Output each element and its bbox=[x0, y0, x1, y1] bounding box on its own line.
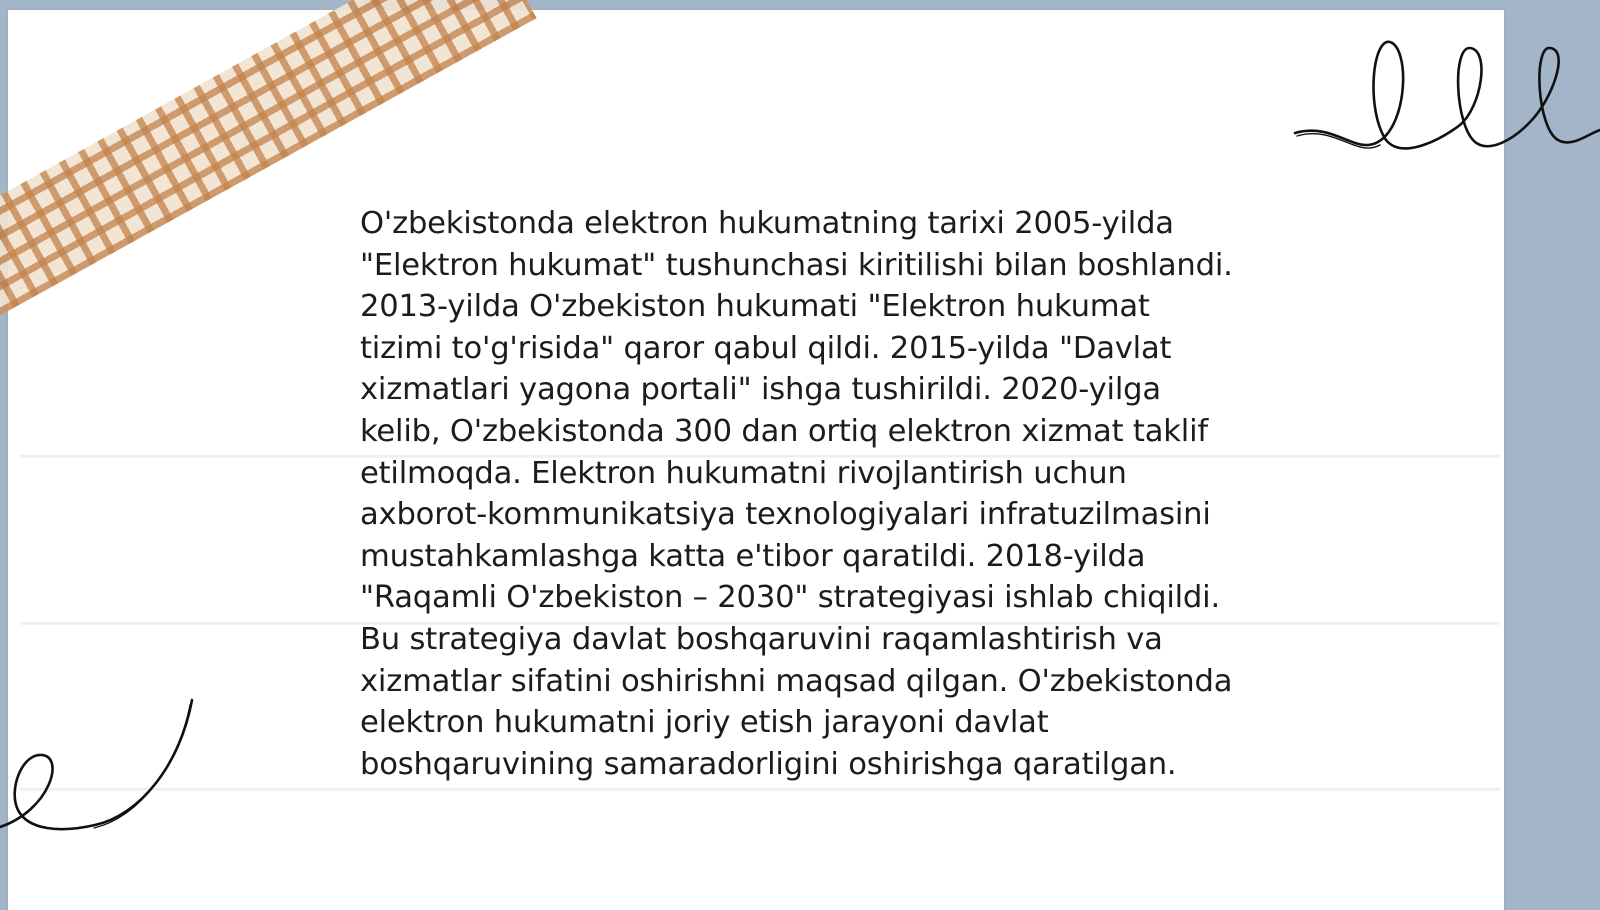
loop-squiggle-doodle-icon bbox=[1290, 30, 1600, 160]
paper-rule-line bbox=[20, 788, 1500, 791]
check-swoosh-doodle-icon bbox=[0, 695, 200, 855]
body-paragraph: O'zbekistonda elektron hukumatning tarixi 2005-yilda "Elektron hukumat" tushunchasi kiritilishi bilan boshlandi. 2013-yilda O'zbekiston hukumati "Elektron hukumat tizimi to'g'risida" qaror qabul qildi. 2015-yilda "Davlat xizmatlari yagona portali" ishga tushirildi. 2020-yilga kelib, O'zbekistonda 300 dan ortiq elektron xizmat taklif etilmoqda. Elektron hukumatni rivojlantirish uchun axborot-kommunikatsiya texnologiyalari infratuzilmasini mustahkamlashga katta e'tibor qaratildi. 2018-yilda "Raqamli O'zbekiston – 2030" strategiyasi ishlab chiqildi. Bu strategiya davlat boshqaruvini raqamlashtirish va xizmatlar sifatini oshirishni maqsad qilgan. O'zbekistonda elektron hukumatni joriy etish jarayoni davlat boshqaruvining samaradorligini oshirishga qaratilgan. bbox=[360, 206, 1233, 782]
